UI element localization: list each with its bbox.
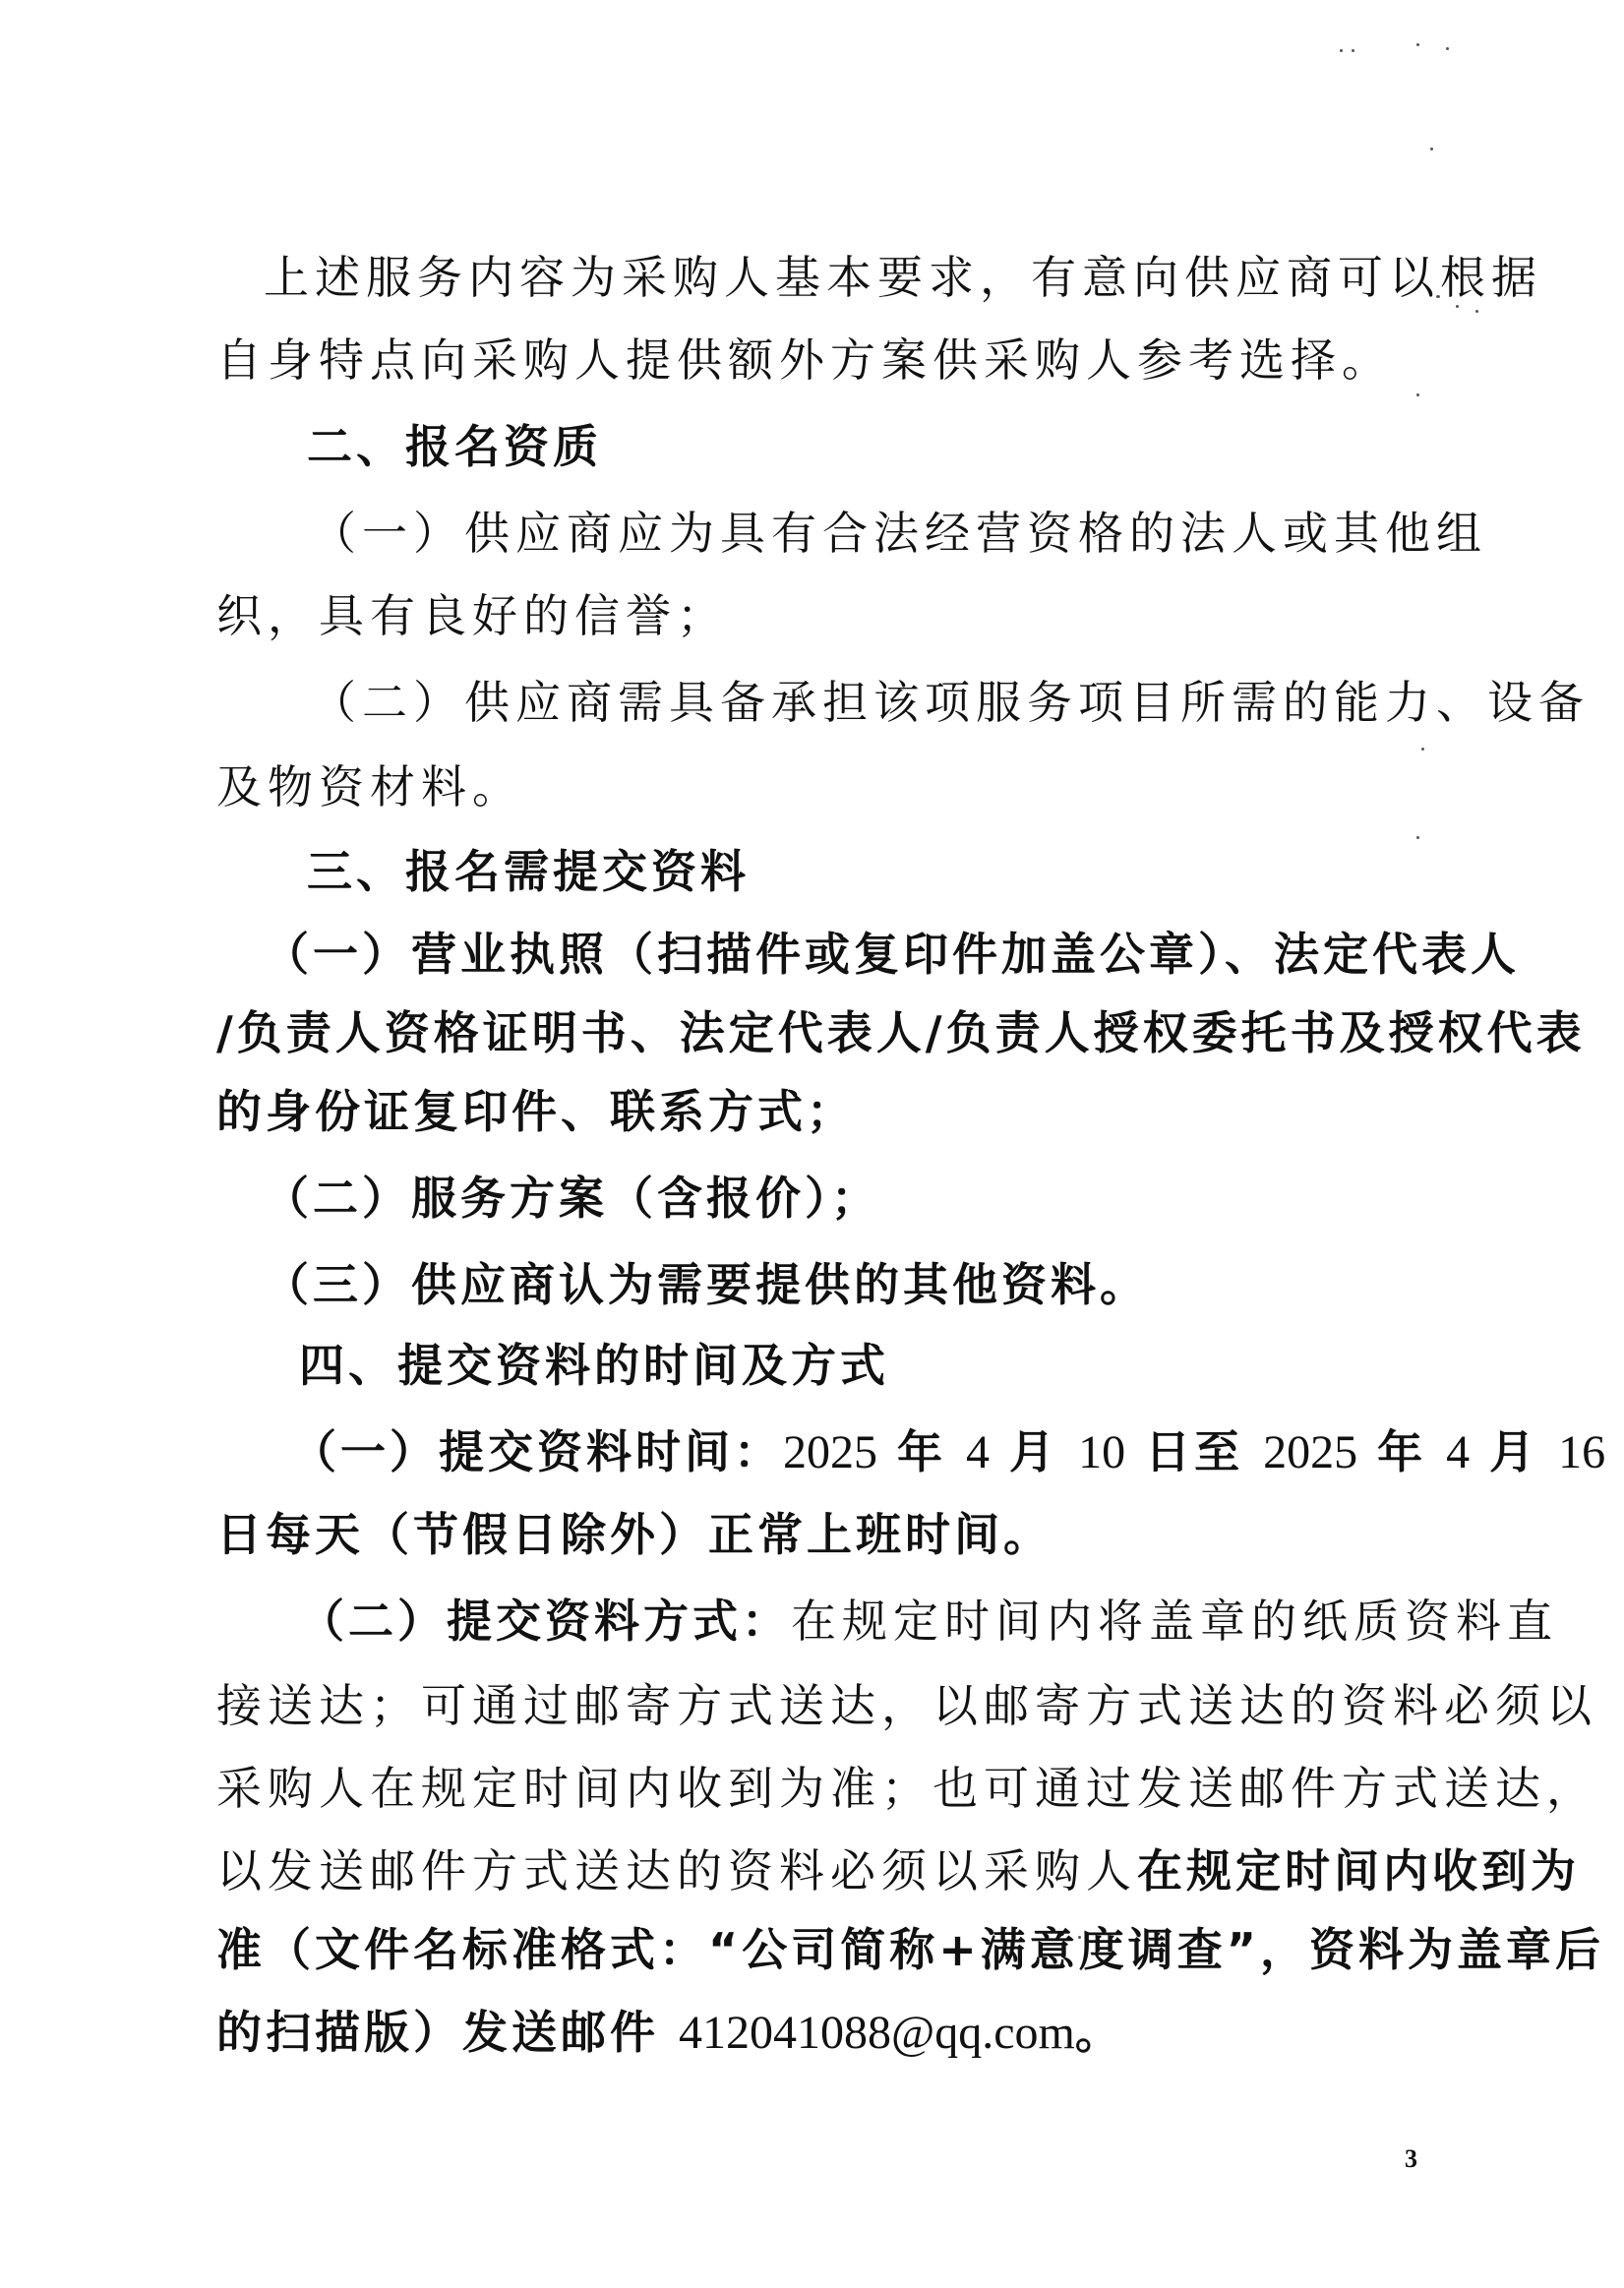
- date-start-year: 2025: [783, 1426, 877, 1478]
- body-line: [216, 1841, 1580, 1900]
- date-start-month: 4: [966, 1426, 991, 1478]
- year-char: 年: [897, 1425, 947, 1478]
- body-line: 上述服务内容为采购人基本要求，有意向供应商可以根据: [264, 251, 1542, 304]
- body-line: （一）营业执照（扫描件或复印件加盖公章）、法定代表人: [264, 928, 1520, 981]
- scan-speck: [1416, 393, 1419, 396]
- body-line: 及物资材料。: [216, 760, 523, 813]
- scan-speck: [1340, 49, 1343, 52]
- day-char: 日至: [1145, 1425, 1244, 1478]
- scan-speck: [1446, 47, 1449, 50]
- body-line: 采购人在规定时间内收到为准；也可通过发送邮件方式送达，: [216, 1762, 1597, 1815]
- sentence-end: 。: [1074, 2006, 1124, 2059]
- email-address: 412041088@qq.com: [679, 2007, 1075, 2059]
- body-line: 准（文件名标准格式：“公司简称+满意度调查”，资料为盖章后: [216, 1923, 1605, 1976]
- method-label: （二）提交资料方式：: [299, 1595, 791, 1648]
- date-end-year: 2025: [1263, 1426, 1358, 1478]
- body-line: （二）供应商需具备承担该项服务项目所需的能力、设备: [311, 676, 1590, 729]
- body-text-bold: 的扫描版）发送邮件: [216, 2006, 659, 2059]
- body-line: [216, 2003, 1124, 2063]
- body-line: /负责人资格证明书、法定代表人/负责人授权委托书及授权代表: [216, 1006, 1586, 1059]
- month-char: 月: [1009, 1425, 1059, 1478]
- date-prefix: （一）提交资料时间：: [291, 1425, 783, 1478]
- body-line: [291, 1422, 1605, 1482]
- scan-speck: [1352, 49, 1354, 52]
- year-char-2: 年: [1377, 1425, 1427, 1478]
- page-number: 3: [1405, 2144, 1417, 2173]
- body-line: 织，具有良好的信誉；: [216, 589, 728, 642]
- body-line: 日每天（节假日除外）正常上班时间。: [216, 1508, 1053, 1561]
- month-char-2: 月: [1489, 1425, 1539, 1478]
- method-text: 在规定时间内将盖章的纸质资料直: [791, 1595, 1558, 1648]
- scan-speck: [1475, 310, 1478, 313]
- body-line: 的身份证复印件、联系方式；: [216, 1085, 856, 1138]
- date-start-day: 10: [1078, 1426, 1126, 1478]
- body-line: [299, 1592, 1558, 1651]
- date-end-month: 4: [1446, 1426, 1471, 1478]
- section-heading: 二、报名资质: [307, 420, 602, 473]
- body-line: （三）供应商认为需要提供的其他资料。: [264, 1258, 1149, 1311]
- scan-speck: [1421, 748, 1424, 751]
- body-line: （二）服务方案（含报价）；: [264, 1172, 880, 1225]
- scan-speck: [1416, 836, 1419, 839]
- body-text-bold: 在规定时间内收到为: [1137, 1844, 1580, 1897]
- body-line: 接送达；可通过邮寄方式送达，以邮寄方式送达的资料必须以: [216, 1679, 1597, 1732]
- body-line: 自身特点向采购人提供额外方案供采购人参考选择。: [216, 333, 1393, 387]
- scan-speck: [1430, 148, 1433, 151]
- section-heading: 三、报名需提交资料: [307, 845, 750, 898]
- date-end-day: 16: [1558, 1426, 1606, 1478]
- scan-speck: [1416, 43, 1419, 46]
- section-heading: 四、提交资料的时间及方式: [299, 1339, 889, 1392]
- body-line: （一）供应商应为具有合法经营资格的法人或其他组: [311, 507, 1487, 560]
- body-text: 以发送邮件方式送达的资料必须以采购人: [216, 1844, 1137, 1897]
